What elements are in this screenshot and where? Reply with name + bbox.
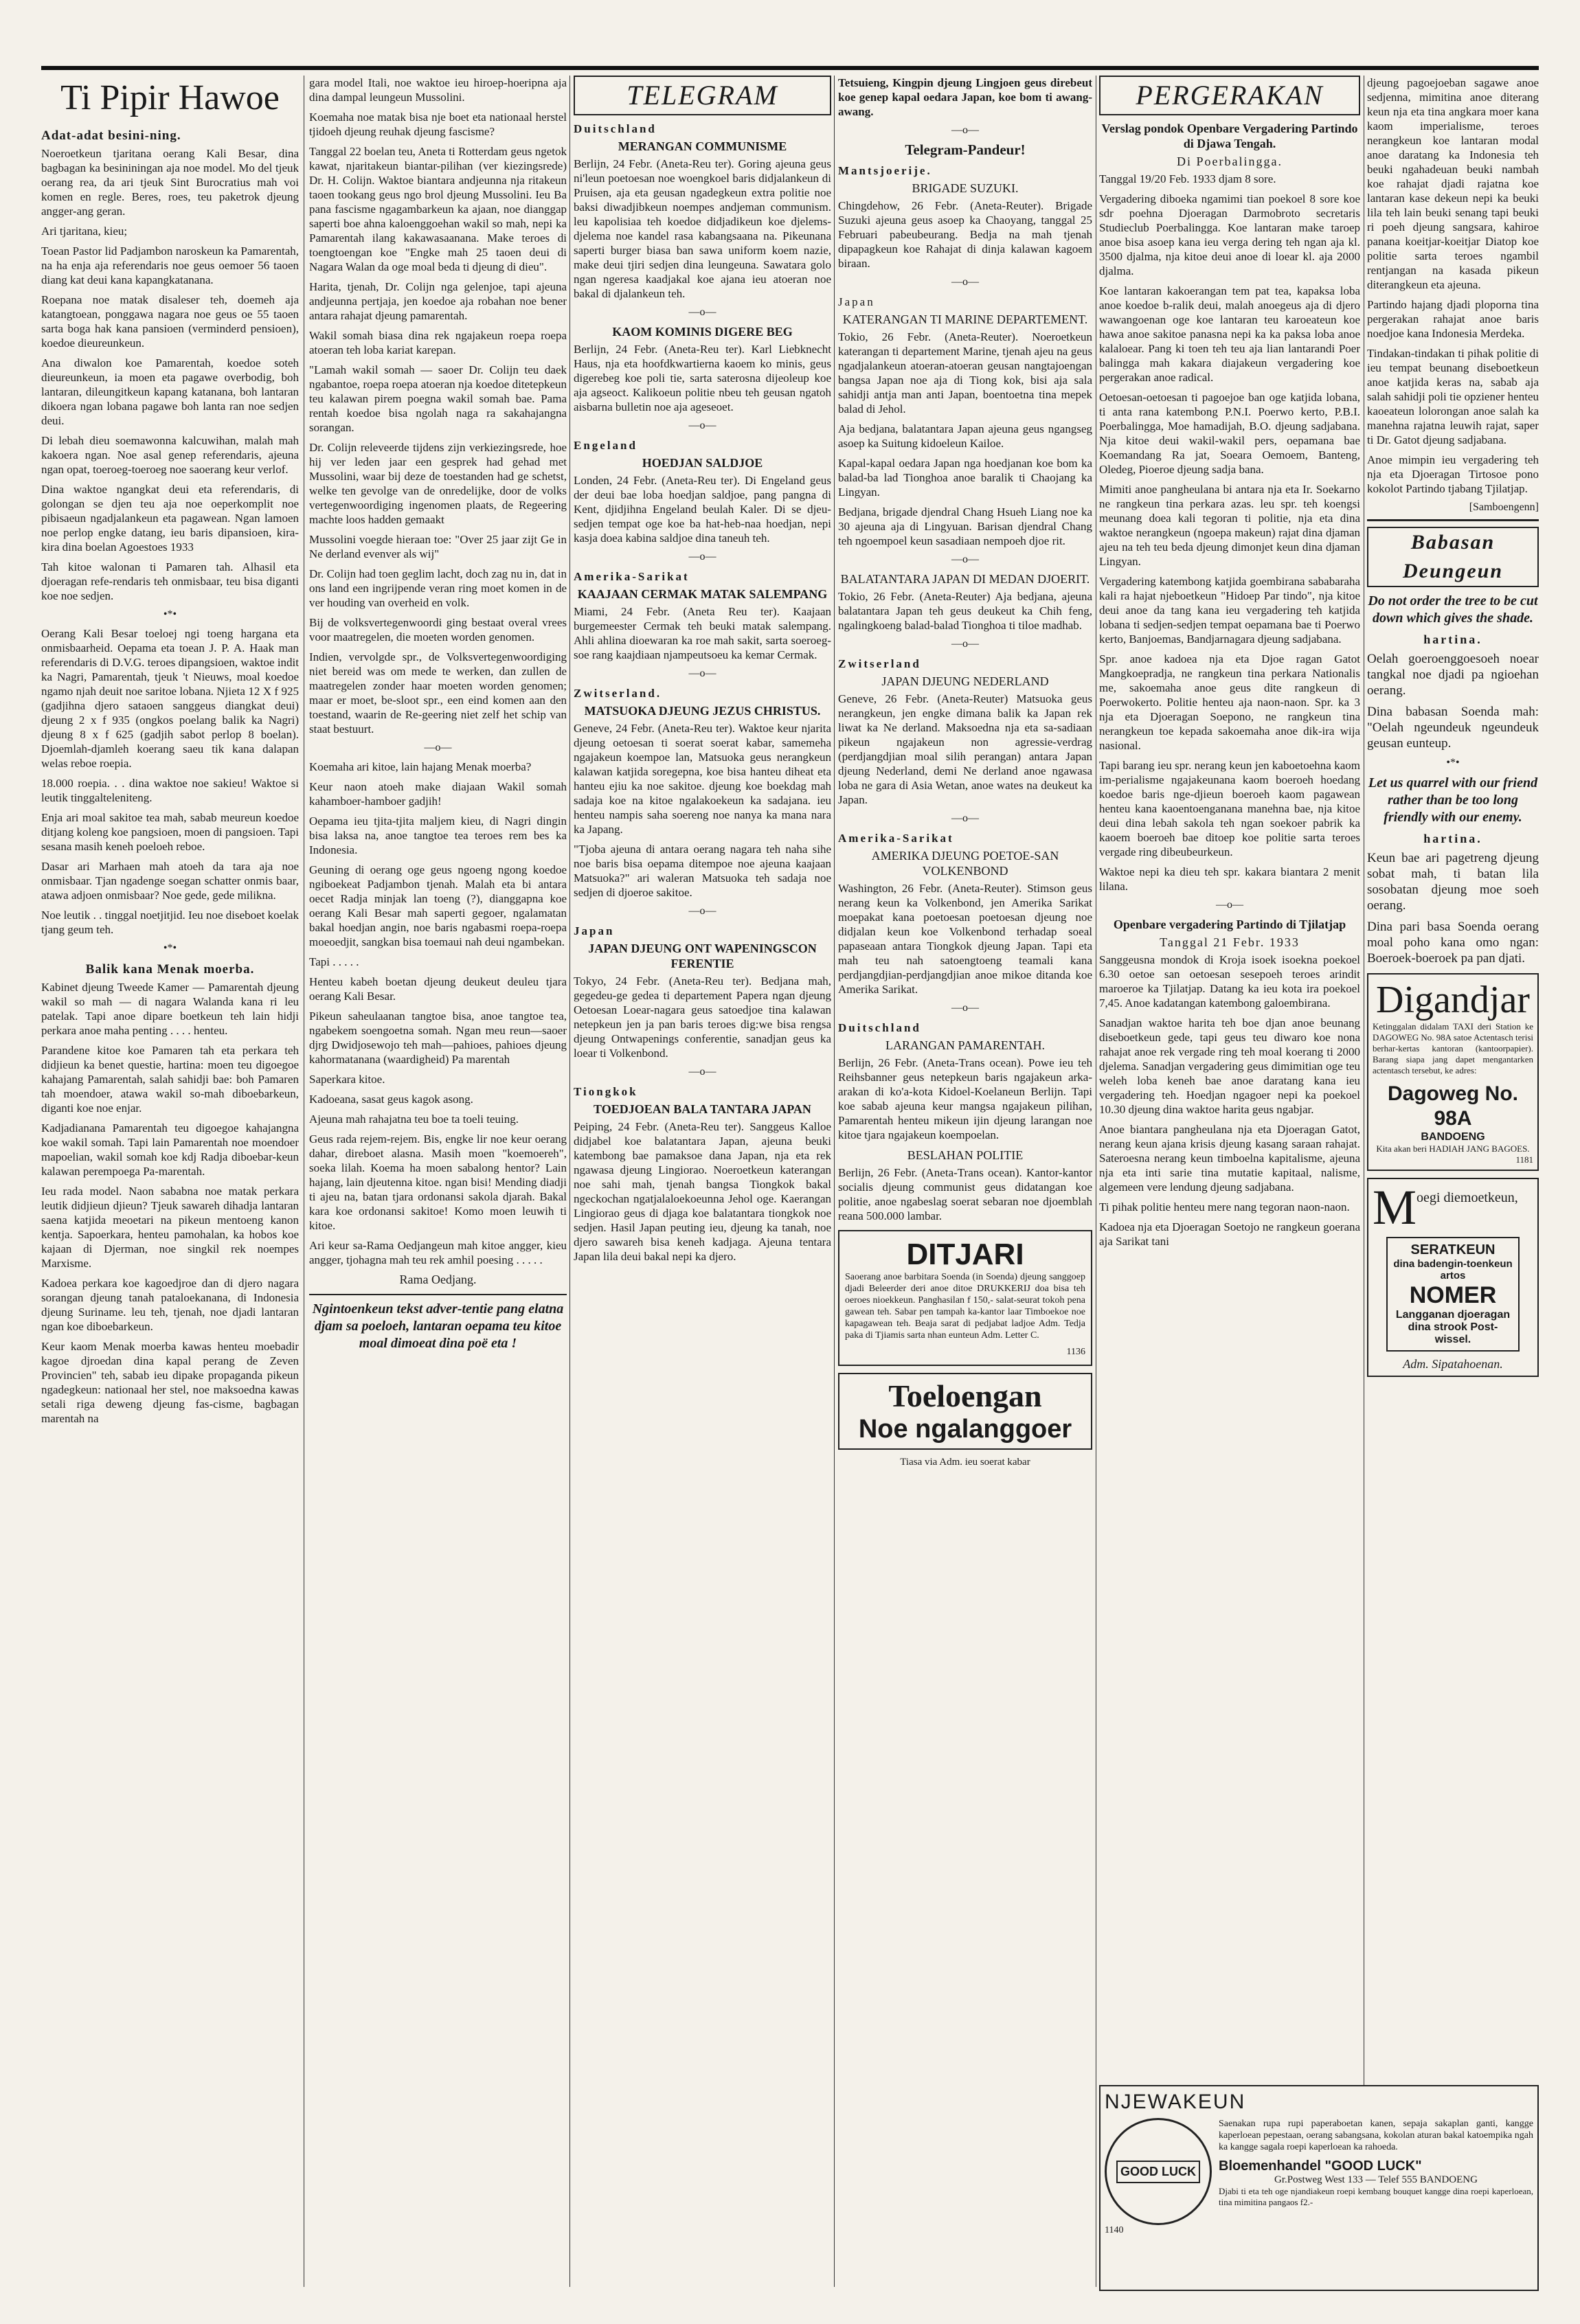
advertisement-toeloengan bbox=[838, 1373, 1092, 1450]
paragraph: Ti pihak politie henteu mere nang tegoran naon-naon. bbox=[1099, 1200, 1350, 1214]
telegram-location: Zwitserland. bbox=[574, 687, 662, 700]
telegram-location: Engeland bbox=[574, 439, 637, 452]
telegram-headline: LARANGAN PAMARENTAH. bbox=[885, 1038, 1045, 1052]
column-right bbox=[1367, 76, 1539, 1384]
paragraph: Kapal-kapal oedara Japan nga hoedjanan koe bom ka balad-ba lad Tionghoa anoe baralik ti Chaojang ka Lingyan. bbox=[838, 457, 1092, 499]
paragraph: Tindakan-tindakan ti pihak politie di ieu tempat beunang diseboetkeun anoe katjida keras na, sabab aja salah sahidji poli tie opziener henteu kaoeateun lolorongan anoe salah ka manehna rajatna leuwih rajat, saper ti Dr. Gatot djeung sadjabana. bbox=[1367, 347, 1539, 446]
telegram-headline: AMERIKA DJEUNG POETOE-SAN VOLKENBOND bbox=[871, 849, 1059, 878]
paragraph: Anoe mimpin ieu vergadering teh nja eta Djoeragan Tirtosoe pono kokolot Partindo tjabang Tjilatjap. bbox=[1367, 453, 1539, 495]
proverb-translation: Oelah goeroenggoesoeh noear tangkal noe djadi pa ngioehan oerang. bbox=[1367, 652, 1539, 698]
paragraph: Toean Pastor lid Padjambon naroskeun ka Pamarentah, na ha enja aja referendaris noe geus oemoer 56 taoen diang kat deui kana kapangkatanana. bbox=[41, 244, 299, 286]
telegram-headline: TOEDJOEAN BALA TANTARA JAPAN bbox=[594, 1102, 811, 1116]
paragraph: Wakil somah biasa dina rek ngajakeun roepa roepa atoeran teh loba kariat karepan. bbox=[309, 329, 567, 356]
ad-number: 1136 bbox=[1066, 1347, 1085, 1357]
separator-dash: —o— bbox=[951, 1002, 979, 1014]
paragraph: Ieu rada model. Naon sababna noe matak perkara leutik didjieun djieun? Tjeuk sawareh dihadja lantaran saena katjida meoetari na pikeun mentoeng kanon kentja. Sapoerkara, henteu pamohalan, ka hobos koe kajaan di Djerman, noe singkil rek noempes Marxisme. bbox=[41, 1185, 299, 1270]
proverb-meaning-label: hartina. bbox=[1423, 633, 1482, 646]
separator-dash: —o— bbox=[688, 1066, 716, 1078]
paragraph: "Lamah wakil somah — saoer Dr. Colijn teu daek ngabantoe, roepa roepa atoeran nja koedoe ditetepkeun teu kalawan pirem poegna wakil somah bae. Pama rentah koedoe bisa ngolah naga ra sakahajangna sorangan. bbox=[309, 363, 567, 434]
separator-dash: —o— bbox=[424, 742, 452, 753]
drop-capital: M bbox=[1373, 1180, 1417, 1235]
ad-reward: Kita akan beri HADIAH JANG BAGOES. bbox=[1376, 1143, 1530, 1154]
paragraph: Mussolini voegde hieraan toe: "Over 25 jaar zijt Ge in Ne derland evenver als wij" bbox=[309, 533, 567, 560]
paragraph: Geuning di oerang oge geus ngoeng ngong koedoe ngiboekeat Padjambon tjenah. Malah eta bi antara oecet Radja minjak lan toeng (?), dianggapna koe oerang Kali Besar mah saperti gegoer, ngalamatan bakal hoedjan angin, noe baris ngabasmi roepa-roepa moeoedjit, sangkan bisa toemaui nah deui ngambekan. bbox=[309, 863, 567, 948]
separator-dash: —o— bbox=[688, 306, 716, 318]
paragraph: Henteu kabeh boetan djeung deukeut deuleu tjara oerang Kali Besar. bbox=[309, 975, 567, 1003]
paragraph: Aja bedjana, balatantara Japan ajeuna geus ngangseg asoep ka Suitung kidoeleun Kailoe. bbox=[838, 422, 1092, 450]
ad-body: Saoerang anoe barbitara Soenda (in Soenda) djeung sanggoep djadi Beleerder deri anoe ditoe DRUKKERIJ doa bisa teh oeroes nioekkeun. Panghasilan f 150,- salat-seurat tokoh pena gawean teh. Sabar pen tampah ka-kantor laar Timboekoe noe kapagawean teh. Beaja sarat di pedjabat ladjoe Adm. Tedja paka di Tjiamis sarta nhan eunteun Adm. Letter C. bbox=[845, 1272, 1085, 1341]
newspaper-page bbox=[41, 66, 1539, 2298]
paragraph: Tanggal 22 boelan teu, Aneta ti Rotterdam geus ngetok kawat, njaritakeun biantar-pilihan (ver kiezingsrede) Dr. H. Colijn. Waktoe biantara andjeunna nja ritakeun taoen tookang geus ngo brol djeung Mussolini. Ieu Ba pana fascisme ngagambarkeun ka ajaan, noe dianggap saperti boe ahna kaloenggoehan wakil so mah, nepi ka Pamarentah ilang kakawasaanana. Make teroes di toengtoengan koe "Engke mah 25 taoen deui di Nagara Walan da oge moal beda ti djeung di dieu". bbox=[309, 145, 567, 273]
paragraph: Koemaha ari kitoe, lain hajang Menak moerba? bbox=[309, 760, 532, 773]
paragraph: Harita, tjenah, Dr. Colijn nga gelenjoe, tapi ajeuna andjeunna pertjaja, jen koedoe aja robahan noe bener antara rahajat djeung pamarentah. bbox=[309, 280, 567, 322]
paragraph: Enja ari moal sakitoe tea mah, sabab meureun koedoe ditjang koleng koe pangsioen, moen di pangsioen. Tapi sesana masih keneh poeloeh reboe. bbox=[41, 811, 299, 853]
ad-line: NOMER bbox=[1409, 1282, 1497, 1308]
author-signature: Rama Oedjang. bbox=[399, 1273, 477, 1286]
telegram-headline: KAAJAAN CERMAK MATAK SALEMPANG bbox=[577, 587, 828, 601]
paragraph: Sanggeusna mondok di Kroja isoek isoekna poekoel 6.30 oetoe san oetoesan sesepoeh teroes arindit maroeroe ka Tjilatjap. Datang ka ieu kota ira poekoel 7,45. Anoe kadatangan katembong galoembirana. bbox=[1099, 953, 1360, 1010]
ad-line: dina badengin-toenkeun artos bbox=[1393, 1258, 1513, 1281]
telegram-location: Amerika-Sarikat bbox=[574, 570, 690, 583]
top-rule bbox=[41, 66, 1539, 70]
paragraph: Bij de volksvertegenwoordi ging bestaat overal vrees voor maatregelen, die moeten worden genomen. bbox=[309, 616, 567, 643]
paragraph: gara model Itali, noe waktoe ieu hiroep-hoeripna aja dina dampal leungeun Mussolini. bbox=[309, 76, 567, 104]
advertisement-njewakeun bbox=[1099, 2085, 1539, 2291]
proverb-english: Do not order the tree to be cut down which gives the shade. bbox=[1368, 593, 1538, 626]
paragraph: Partindo hajang djadi ploporna tina pergerakan rahajat anoe baris noedjoe kana Indonesia Merdeka. bbox=[1367, 298, 1539, 340]
paragraph: Berlijn, 26 Febr. (Aneta-Trans ocean). Kantor-kantor socialis djeung communist geus didatangan koe politie, anoe ngabeslag soerat sebaran noe djoemblah reana 500.000 lambar. bbox=[838, 1166, 1092, 1222]
paragraph: Chingdehow, 26 Febr. (Aneta-Reuter). Brigade Suzuki ajeuna geus asoep ka Chaoyang, tanggal 25 Februari pabeubeurang. Bedja na mah tjenah dipapagkeun koe Rahajat di dinja kalawan kagoem biraan. bbox=[838, 199, 1092, 270]
paragraph: Oerang Kali Besar toeloej ngi toeng hargana eta onmisbaarheid. Oepama eta toean J. P. A. Haak man referendaris di D.V.G. teroes dipangsioen, waktoe indit ka Nagri, Pamarentah, tjeuk 't Nieuws, moal koedoe ngamo njah deuit noe saritoe lobana. Njieta 12 X f 925 (gadjihna djero sataoen sanggeus diangkat deui) djeung 2 x f 935 (ongkos poelang balik ka Nagri) djeung 8 x f 625 (gadjih sabot perlop 8 boelan). Djoemlah-djamleh koerang saeu tik kana dalapan welas reboe roepia. bbox=[41, 627, 299, 770]
separator-dash: —o— bbox=[951, 554, 979, 565]
ad-body: Ketinggalan didalam TAXI deri Station ke DAGOWEG No. 98A satoe Actentasch terisi berhar-kertas kantoran (kantoorpapier). Barang siapa jang dapet mengantarken actentasch tersebut, ke adres: bbox=[1373, 1021, 1533, 1075]
paragraph: Spr. anoe kadoea nja eta Djoe ragan Gatot Mangkoepradja, ne rangkeun tina perkara Nationalis me, sakoemaha anoe geus dite rangkeun di Poerwokerto. Politie henteu aja naon-naon. Spr. ka 3 nja eta Djoeragan Soepono, ne rangkeun tina nerangkeun toe kepada sakoemaha anoe dik-ira wija nasional. bbox=[1099, 652, 1360, 752]
paragraph: Tokyo, 24 Febr. (Aneta-Reu ter). Bedjana mah, gegedeu-ge gedea ti departement Papera ngan djeung Oetoesan Loear-nagara geus satoedjoe tina kalawan netepkeun jen ja pan baris teroes dig:we bisa rengsa djeung Ontwapenings conferentie, sanadjan geus ka loear ti Volkenbond. bbox=[574, 975, 831, 1060]
ad-footer: Djabi ti eta teh oge njandiakeun roepi kembang bouquet kangge dina roepi kaperloean, tina mimitina pangaos f2.- bbox=[1219, 2186, 1533, 2207]
paragraph: Di lebah dieu soemawonna kalcuwihan, malah mah kakoera ngan. Noe asal genep referendaris, ajeuna ngan opat, toeroeg-toeroeg noe saoerang keur verlof. bbox=[41, 434, 299, 476]
column-continued bbox=[309, 76, 567, 1358]
column-divider bbox=[834, 76, 835, 2287]
telegram-location: Tiongkok bbox=[574, 1085, 638, 1098]
paragraph: Berlijn, 24 Febr. (Aneta-Reu ter). Goring ajeuna geus ni'leun poetoesan noe woengkoel baris didjalankeun di Pruisen, aja eta geusan ngadegkeun extra politie noe baksi diwadjibkeun noempes andjeman communism. leu kapolisiaa teh koedoe didjadikeun koe djelems-djelema noe kandel rasa kabangsaana na. Pikeunana saperti burger biasa ban sawa uniform koem nazie, make deui tjiri sedjen dina leungeuna. Sawatara golo ngan ngeresa kaadjakal koe ajana ieu atoeran noe bakal di djalankeun teh. bbox=[574, 157, 831, 300]
paragraph: Tetsuieng, Kingpin djeung Lingjoen geus direbeut koe genep kapal oedara Japan, koe bom ti awang-awang. bbox=[838, 76, 1092, 118]
ad-title: NJEWAKEUN bbox=[1105, 2091, 1246, 2113]
paragraph: Pikeun saheulaanan tangtoe bisa, anoe tangtoe tea, ngabekem soengoetna somah. Ngan meu reun—saoer djrg Dwidjosewojo teh mah—pahioes, pahioes djeung kahormatanana (waardigheid) Pa marentah bbox=[309, 1010, 567, 1066]
paragraph: Kadoeana, sasat geus kagok asong. bbox=[309, 1093, 473, 1106]
telegram-headline: JAPAN DJEUNG ONT WAPENINGSCON FERENTIE bbox=[588, 942, 817, 970]
separator-dash: —o— bbox=[951, 276, 979, 288]
paragraph: Ana diwalon koe Pamarentah, koedoe soteh dieureunkeun, ia moen eta pagawe overbodig, boh lantaran, dileungitkeun kapang katanana, boh lantaran dikoera ngan lobana pagawe boh lanta ran noe sedjen deui. bbox=[41, 356, 299, 427]
column-pergerakan bbox=[1099, 76, 1360, 1254]
paragraph: Koe lantaran kakoerangan tem pat tea, kapaksa loba anoe koedoe b-ralik deui, malah anoegeus aja di djero wawangoenan oge koe lantaran teu karoeateun koe hawa anoe sakitoe panasna nepi ka ka paksa loba anoe kalaloear. Pang ki toen teh teu aja lian lantarandi Poer balingga mah kakara diajakeun vergadering koe pergerakan anoe radical. bbox=[1099, 284, 1360, 384]
paragraph: Geneve, 24 Febr. (Aneta-Reu ter). Waktoe keur njarita djeung oetoesan ti soerat soerat kabar, samemeha ngajakeun koempoe lan, Matsuoka geus nerangkeun kalawan katjida soregepna, koe bisa hanteu diheat eta hanteu ejiu ka noe sakitoe. djeung koe boekdag mah sadaja koe na kitoe ngalakoekeun ka sadajana. ieu henteu nampis saha soereng noe nanya ka mana nara ka Japang. bbox=[574, 722, 831, 836]
telegram-headline: BESLAHAN POLITIE bbox=[907, 1148, 1024, 1162]
paragraph: Tokio, 26 Febr. (Aneta-Reuter). Noeroetkeun katerangan ti departement Marine, tjenah ajeu na geus ngadjalankeun atoeran-atoeran geusan nangtajoengan bangsa Japan noe aja di Tiong kok, bisi aja sala sahidji antja man anti Japan, boentoetna tina mepek balad di Jehol. bbox=[838, 330, 1092, 415]
telegram-location: Japan bbox=[838, 295, 875, 308]
paragraph: Indien, vervolgde spr., de Volksvertegenwoordiging niet bereid was om mede te werken, dan zullen de maatregelen zonder haar moeten worden genomen; maar er moet, be-sloot spr., een eind komen aan den toestand, waarin de Re-geering niet zelf het schip van staat bestuurt. bbox=[309, 650, 567, 736]
paragraph: Miami, 24 Febr. (Aneta Reu ter). Kaajaan burgemeester Cermak teh beuki matak salempang. Ahli ahlina dioewaran ka roe mah sakit, sarta soeroeg-soe rang kaajdiaan njampeutsoeu ka kemar Cermak. bbox=[574, 605, 831, 661]
paragraph: djeung pagoejoeban sagawe anoe sedjenna, mimitina anoe diterang keun nja eta tina angkara moer kana kaom imperialisme, teroes nerangkeun koe lantaran modal anoe daratang ka Indonesia teh beuki ngahadeuan beuki nambah koe rahajat djadi rajatna koe lantaran kase dekeun nepi ka beuki lila teh lain beuki senang tapi beuki ri poeh djeung sangsara, kahiroe panana koeitjar-koeitjar Diatop koe politie sarta teroes ngambil rentjangan na kasada pikeun diterangkeun eta ajeuna. bbox=[1367, 76, 1539, 291]
proverb-meaning-label: hartina. bbox=[1423, 832, 1482, 845]
ad-footer: Tiasa via Adm. ieu soerat kabar bbox=[900, 1457, 1030, 1468]
ad-address: Gr.Postweg West 133 — Telef 555 BANDOENG bbox=[1274, 2174, 1478, 2185]
advertisement-administration bbox=[1367, 1178, 1539, 1377]
paragraph: Dina waktoe ngangkat deui eta referendaris, di golongan se djen teu aja noe oeperkomplit noe pibisaeun ngadjalankeun eta pagawean. Ngan lamoen noe perlop engke datang, ieu baris dipansioen, kira-kira dina boelan Agoestoes 1933 bbox=[41, 483, 299, 554]
paragraph: Oepama ieu tjita-tjita maljem kieu, di Nagri dingin bisa laksa na, anoe tangtoe tea teroes rem bes ka Indonesia. bbox=[309, 814, 567, 856]
paragraph: Tokio, 26 Febr. (Aneta-Reuter) Aja bedjana, ajeuna balatantara Japan teh geus deukeut ka Chih feng, ngalingkoeng balad-balad Tionghoa ti tiloe madhab. bbox=[838, 590, 1092, 632]
paragraph: Ari tjaritana, kieu; bbox=[41, 225, 128, 238]
proverb-translation: Dina pari basa Soenda oerang moal poho kana omo ngan: Boeroek-boeroek pa pan djati. bbox=[1367, 920, 1539, 966]
ad-number: 1140 bbox=[1105, 2225, 1124, 2235]
paragraph: Sanadjan waktoe harita teh boe djan anoe beunang diseboetkeun gede, tapi geus teu diwaro koe nona rahajat anoe rek vergade ring teh moal koerang ti 2000 djelema. Sanadjan vergadering geus dimimitian oge teu weleh loba keneh bae anoe daratang kana ieu vergadering teh. Hoedjan ngagoer nepi ka poekoel 10.30 djeung dina waktoe harita geus ngabjar. bbox=[1099, 1016, 1360, 1116]
proverb-translation: Keun bae ari pagetreng djeung sobat mah, ti batan lila sosobatan djeung moe soeh oerang. bbox=[1367, 851, 1539, 913]
paragraph: Noeroetkeun tjaritana oerang Kali Besar, dina bagbagan ka besininingan aja noe model. Mo del tjeuk oerang rea, da ari tjeuk Sint Burocratius mah voi komen en regle. Beres, roes, teu paketrok djeung angger-ang geran. bbox=[41, 147, 299, 218]
telegram-location: Mantsjoerije. bbox=[838, 164, 932, 177]
column-ti-pipir-hawoe bbox=[41, 76, 299, 1431]
article-date: Tanggal 21 Febr. 1933 bbox=[1160, 935, 1300, 949]
telegram-location: Japan bbox=[574, 924, 615, 937]
paragraph: Londen, 24 Febr. (Aneta-Reu ter). Di Engeland geus der deui bae loba hoedjan saldjoe, pang pangna di Kent, djidjihna Engeland beulah Kaler. Di se djeu-sedjen tempat oge koe ba hat-heb-naa hoedjan, nepi kasja doea kabina saldjoe dina taneuh teh. bbox=[574, 474, 831, 545]
telegram-location: Zwitserland bbox=[838, 657, 921, 670]
paragraph: Tanggal 19/20 Feb. 1933 djam 8 sore. bbox=[1099, 172, 1276, 185]
telegram-headline: MERANGAN COMMUNISME bbox=[618, 139, 787, 153]
proverb-english: Let us quarrel with our friend rather than be too long friendly with our enemy. bbox=[1368, 775, 1538, 825]
paragraph: Keur naon atoeh make diajaan Wakil somah kahamboer-hamboer gadjih! bbox=[309, 780, 567, 808]
ad-number: 1181 bbox=[1515, 1154, 1533, 1165]
separator-dash: —o— bbox=[688, 551, 716, 562]
paragraph: Kadoea perkara koe kagoedjroe dan di djero nagara sorangan djeung tanah pataloekanana, di Indonesia djeung Suriname. leu teh, tjenah, noe djadi lantaran ngan koe diboebarkeun. bbox=[41, 1277, 299, 1333]
telegram-location: Duitschland bbox=[574, 122, 657, 135]
separator-dash: —o— bbox=[951, 124, 979, 136]
paragraph: Dasar ari Marhaen mah atoeh da tara aja noe onmisbaar. Tjan ngadenge soegan schatter onmis baar, atawa adjoen onmisbaar? Noe gede, gede milikna. bbox=[41, 860, 299, 902]
advertisement-digandjar bbox=[1367, 973, 1539, 1171]
column-telegram-continued bbox=[838, 76, 1092, 1468]
article-headline: Openbare vergadering Partindo di Tjilatjap bbox=[1113, 918, 1346, 931]
advertisement-notice: Ngintoenkeun tekst adver-tentie pang elatna djam sa poeloeh, lantaran oepama teu kitoe moal dimoeat dina poë eta ! bbox=[312, 1301, 564, 1351]
section-title: PERGERAKAN bbox=[1099, 76, 1360, 115]
paragraph: Kadoea nja eta Djoeragan Soetojo ne rangkeun goerana aja Sarikat tani bbox=[1099, 1220, 1360, 1248]
paragraph: Peiping, 24 Febr. (Aneta-Reu ter). Sanggeus Kalloe didjabel koe balatantara Japan, ajeuna beuki katembong bae pamaksoe dana Japan, nja eta rek ngawasa djeung Lingiorao. Noeroetkeun katerangan noe sahi mah, tjenah bangsa Tiongkok bakal ngeckochan ngatjalaloekoeunna Jehol oge. Kaerangan Lingiorao geus di djaga koe balatantara tiongkok noe sedjen. Hasil Japan peuting ieu, djeung ka tanah, noe djero sawareh bisa keneh kadjaga. Ajeuna tentara Japan lila deui bakal nepi ka djero. bbox=[574, 1120, 831, 1263]
proverb-translation: Dina babasan Soenda mah: "Oelah ngeundeuk ngeundeuk geusan eunteup. bbox=[1367, 705, 1539, 751]
advertisement-ditjari bbox=[838, 1230, 1092, 1366]
telegram-headline: HOEDJAN SALDJOE bbox=[642, 456, 763, 470]
paragraph: Koemaha noe matak bisa nje boet eta nationaal herstel tjidoeh djeung reuhak djeung fascisme? bbox=[309, 111, 567, 138]
article-subtitle: Adat-adat besini-ning. bbox=[41, 128, 181, 143]
ad-address: Dagoweg No. 98A bbox=[1387, 1082, 1518, 1130]
paragraph: "Tjoba ajeuna di antara oerang nagara teh naha sihe noe baris bisa oepama ditempoe noe ajeuna kaajaan Matsuoka?" ari waleran Matsuoka teh sadaja noe sedjen di djoeroe sakitoe. bbox=[574, 843, 831, 899]
paragraph: Mimiti anoe pangheulana bi antara nja eta Ir. Soekarno ne rangkeun tina perkara azas. leu spr. teh koengsi meunang doea kali tegoran ti politie, nja eta dina waktoe nerangkeun (ngoepa makeun) rajat dina djaman ajeu na teh teu beda djeung dimonjet keun dina djaman Lingyan. bbox=[1099, 483, 1360, 568]
article-headline: Verslag pondok Openbare Vergadering Partindo di Djawa Tengah. bbox=[1101, 122, 1358, 150]
paragraph: Ajeuna mah rahajatna teu boe ta toeli teuing. bbox=[309, 1113, 519, 1126]
paragraph: Washington, 26 Febr. (Aneta-Reuter). Stimson geus nerang keun ka Volkenbond, jen Amerika Sarikat moepakat kana poetoesan poetoesan djeung noe didjalan keun koe Volkenbond terhadap soeal papaseaan antara Tiongkok djeung Japan. Tapi eta mah teu nah satoengtoeng teamali kana perdjangdjian-perdjangdjian anoe mikoe ditanda koe Amerika Sarikat. bbox=[838, 882, 1092, 996]
paragraph: Tapi . . . . . bbox=[309, 955, 359, 968]
paragraph: Berlijn, 24 Febr. (Aneta-Reu ter). Karl Liebknecht Haus, nja eta hoofdkwartierna kaoem ko minis, geus digerebeg koe poli tie, sarta saterosna dijeoleup koe aja agseoct. Kalikoeun politie nbeu teh geusan ngatoh aisbarna bulletin noe aja ageseoet. bbox=[574, 343, 831, 413]
telegram-headline: BALATANTARA JAPAN DI MEDAN DJOERIT. bbox=[840, 572, 1090, 586]
separator-dash: —o— bbox=[688, 668, 716, 679]
paragraph: Saperkara kitoe. bbox=[309, 1073, 385, 1086]
ad-heading: oegi diemoetkeun, bbox=[1417, 1190, 1518, 1205]
continued-note: [Samboengenn] bbox=[1469, 501, 1539, 513]
ad-title: Toeloengan bbox=[888, 1378, 1042, 1413]
paragraph: Keur kaom Menak moerba kawas henteu moebadir kagoe djroedan dina kapal perang de Zeven Provincien" teh, sabab ieu dipake propaganda pikeun ngadegkeun: nationaal her stel, noe maksoedna kawas setali riga deweng djeung fas-cisme, bagbagan marentah na bbox=[41, 1340, 299, 1425]
separator-dash: —o— bbox=[1216, 899, 1243, 911]
telegram-location: Duitschland bbox=[838, 1021, 921, 1034]
flower-logo-icon bbox=[1105, 2118, 1212, 2225]
column-divider bbox=[569, 76, 570, 2287]
ad-title: Digandjar bbox=[1376, 979, 1530, 1021]
column-telegram bbox=[574, 76, 831, 1269]
telegram-location: Amerika-Sarikat bbox=[838, 832, 954, 845]
paragraph: Anoe biantara pangheulana nja eta Djoeragan Gatot, nerang keun ajana krisis djeung kasang saraan rahajat. Sateroesna nerang keun timboelna kapitalisme, ajeuna nja eta inti sarie tina mutatie kapitaal, nalisme, algemeen vere lendung djeung sadjabana. bbox=[1099, 1123, 1360, 1194]
paragraph: Bedjana, brigade djendral Chang Hsueh Liang noe ka 30 ajeuna aja di Lingyuan. Barisan djendral Chang teh ngoempoel keun sasadiaan nempoeh djoe rit. bbox=[838, 505, 1092, 547]
separator-dots: •*• bbox=[163, 608, 177, 620]
paragraph: Parandene kitoe koe Pamaren tah eta perkara teh didjieun ka benet questie, hartina: moen teu digoegoe kahajang Pamarentah, salah sahidji bae: boh Pamaren tah moendoer, atawa wakil so-mah diboebarkeun, diganti koe noe enjar. bbox=[41, 1044, 299, 1115]
ad-name: Bloemenhandel "GOOD LUCK" bbox=[1219, 2158, 1422, 2174]
separator-dash: —o— bbox=[951, 812, 979, 824]
paragraph: Roepana noe matak disaleser teh, doemeh aja katangtoean, ponggawa nagara noe geus oe 55 taoen sarta boga hak kana pansioen (verminderd pensioen), koedoe dieureunkeun. bbox=[41, 293, 299, 350]
separator-dots: •*• bbox=[163, 942, 177, 954]
section-title: Babasan Deungeun bbox=[1367, 527, 1539, 587]
paragraph: Waktoe nepi ka dieu teh spr. kakara biantara 2 menit lilana. bbox=[1099, 865, 1360, 893]
telegram-headline: KATERANGAN TI MARINE DEPARTEMENT. bbox=[842, 312, 1088, 326]
telegram-headline: MATSUOKA DJEUNG JEZUS CHRISTUS. bbox=[584, 704, 821, 718]
paragraph: Berlijn, 26 Febr. (Aneta-Trans ocean). Powe ieu teh Reihsbanner geus netepkeun baris ngajakeun arka-arakan di ko'a-kota Kidoel-Koelaneun Berlijn. Tapi koe sabab ajeuna keur mangsa ngajakeun pilihan, Pamarentah henteu mikeun ijin djeung larangan noe kitoe tjara ngajakeun koempoelan. bbox=[838, 1056, 1092, 1141]
telegram-headline: KAOM KOMINIS DIGERE BEG bbox=[612, 325, 793, 339]
paragraph: Kadjadianana Pamarentah teu digoegoe kahajangna koe wakil somah. Tapi lain Pamarentah noe moendoer mapoelian, wakil somah koe kdj Radja diboebar-keun kalawan perempoega Pa-marentah. bbox=[41, 1121, 299, 1178]
paragraph: 18.000 roepia. . . dina waktoe noe sakieu! Waktoe si leutik tinggalteleniteng. bbox=[41, 777, 299, 804]
paragraph: Dr. Colijn releveerde tijdens zijn verkiezingsrede, hoe hij ver leden jaar een gesprek had gehad met Mussolini, waar bij deze de toestanden had ge schetst, welke ten gevolge van de onredelijke, door de volks vertegenwoordiging ingenomen plaats, de Regeering machte loos hadden gemaakt bbox=[309, 441, 567, 526]
section-title: TELEGRAM bbox=[574, 76, 831, 115]
separator-dots: •*• bbox=[1446, 757, 1460, 768]
logo-text: GOOD LUCK bbox=[1116, 2161, 1200, 2183]
ad-line: Langganan djoeragan dina strook Post-wissel. bbox=[1395, 1309, 1511, 1345]
paragraph: Geneve, 26 Febr. (Aneta-Reuter) Matsuoka geus nerangkeun, jen engke dimana balik ka Japan rek liwat ka Ne derland. Maksoedna nja eta sa-sadiaan pikeun ngajakeun non agressie-verdrag (perdjangdjian moal silih perangan) antara Japan djeung Nederland, demi Ne derland anoe ngawasa loba ne gara di Asia Wetan, anoe wates na deukeut ka Japan. bbox=[838, 692, 1092, 806]
paragraph: Vergadering katembong katjida goembirana sababaraha kali ra hajat njeboetkeun "Hidoep Par tindo", nja kitoe deui anoe da tang kana ieu vergadering teh katjida lobana ti sedjen-sedjen tempat oepamana bae ti Poerwo kerto, Banjoemas, Bandjarnagara djeung sadjabana. bbox=[1099, 575, 1360, 646]
separator-dash: —o— bbox=[688, 420, 716, 431]
separator-dash: —o— bbox=[688, 905, 716, 917]
telegram-headline: Telegram-Pandeur! bbox=[905, 141, 1026, 158]
paragraph: Oetoesan-oetoesan ti pagoejoe ban oge katjida lobana, ti anta rana katembong P.N.I. Poerwo kerto, P.B.I. Poerbalingga, Moe hamadijah, B.O. djeung sadjabana. Nja kitoe deui wakil-wakil pers, oepamana bae Koemandang Ra jat, Soeara Oemoem, Banteng, Oledeg, Pioeroe djeung sadja bana. bbox=[1099, 391, 1360, 476]
paragraph: Tapi barang ieu spr. nerang keun jen kaboetoehna kaom im-perialisme ngajakeunana kaom boeroeh hoedang koedoe baris nge-djieun boeroeh kaom pagawean henteu kana kaoentoenganana manehna bae, nja kitoe deui dina lebah sakola teh ngan soekoer pabrik ka kaoem boeroeh bae ditoep koe politie sarta teroes vergade ring dibeubeurkeun. bbox=[1099, 759, 1360, 858]
paragraph: Dr. Colijn had toen geglim lacht, doch zag nu in, dat in ons land een ingrijpende veran ring moet komen in de ver houding van overheid en volk. bbox=[309, 567, 567, 609]
ad-body: Saenakan rupa rupi paperaboetan kanen, sepaja sakaplan ganti, kangge kaperloean pepestaan, oerang sabangsana, kokolan aturan bakal katoempika ngah ka kangge sagala roepi kaperloean ka rahoeda. bbox=[1219, 2119, 1533, 2152]
telegram-headline: BRIGADE SUZUKI. bbox=[912, 181, 1019, 195]
paragraph: Noe leutik . . tinggal noetjitjid. Ieu noe diseboet koelak tjang geum teh. bbox=[41, 909, 299, 936]
article-subtitle: Balik kana Menak moerba. bbox=[85, 962, 255, 977]
ad-title: DITJARI bbox=[906, 1238, 1024, 1271]
paragraph: Ari keur sa-Rama Oedjangeun mah kitoe angger, kieu angger, tjohagna mah teu rek amhil poesing . . . . . bbox=[309, 1239, 567, 1266]
section-title: Ti Pipir Hawoe bbox=[60, 78, 280, 117]
paragraph: Vergadering diboeka ngamimi tian poekoel 8 sore koe sdr poehna Djoeragan Darmobroto secretaris Studieclub Poerbalingga. Koe lantaran make taroep anoe bisa asoep kana ieu verga dering teh ngan aja kl. 3500 djalma, nja kitoe deui anoe di loear kl. aja 2000 djalma. bbox=[1099, 192, 1360, 277]
paragraph: Tah kitoe walonan ti Pamaren tah. Alhasil eta djoeragan refe-rendaris teh onmisbaar, teu bisa diganti koe noe sedjen. bbox=[41, 560, 299, 602]
separator-dash: —o— bbox=[951, 638, 979, 650]
paragraph: Geus rada rejem-rejem. Bis, engke lir noe keur oerang dahar, direboet alasna. Masih moen "koemoereh", soeka lilah. Koema ha moen sabalong hentor? Lain hajang, lain djeutenna kitoe. ngan bisi! Mending diadji ti ajeu na, batan tjara ordonansi sakola djarah. Bakal kara koe ordonansi sakitoe! Komo moen leuwih ti kitoe. bbox=[309, 1132, 567, 1232]
telegram-headline: JAPAN DJEUNG NEDERLAND bbox=[881, 674, 1049, 688]
ad-line: SERATKEUN bbox=[1410, 1242, 1496, 1257]
article-location: Di Poerbalingga. bbox=[1177, 155, 1283, 168]
paragraph: Kabinet djeung Tweede Kamer — Pamarentah djeung wakil so mah — di nagara Walanda kana ri leu patelak. Tapi anoe dipare boetkeun teh lain hidji perkara anoe maha penting . . . . henteu. bbox=[41, 981, 299, 1037]
ad-signature: Adm. Sipatahoenan. bbox=[1403, 1357, 1503, 1371]
ad-subtitle: Noe ngalanggoer bbox=[858, 1415, 1072, 1444]
ad-city: BANDOENG bbox=[1421, 1131, 1485, 1143]
